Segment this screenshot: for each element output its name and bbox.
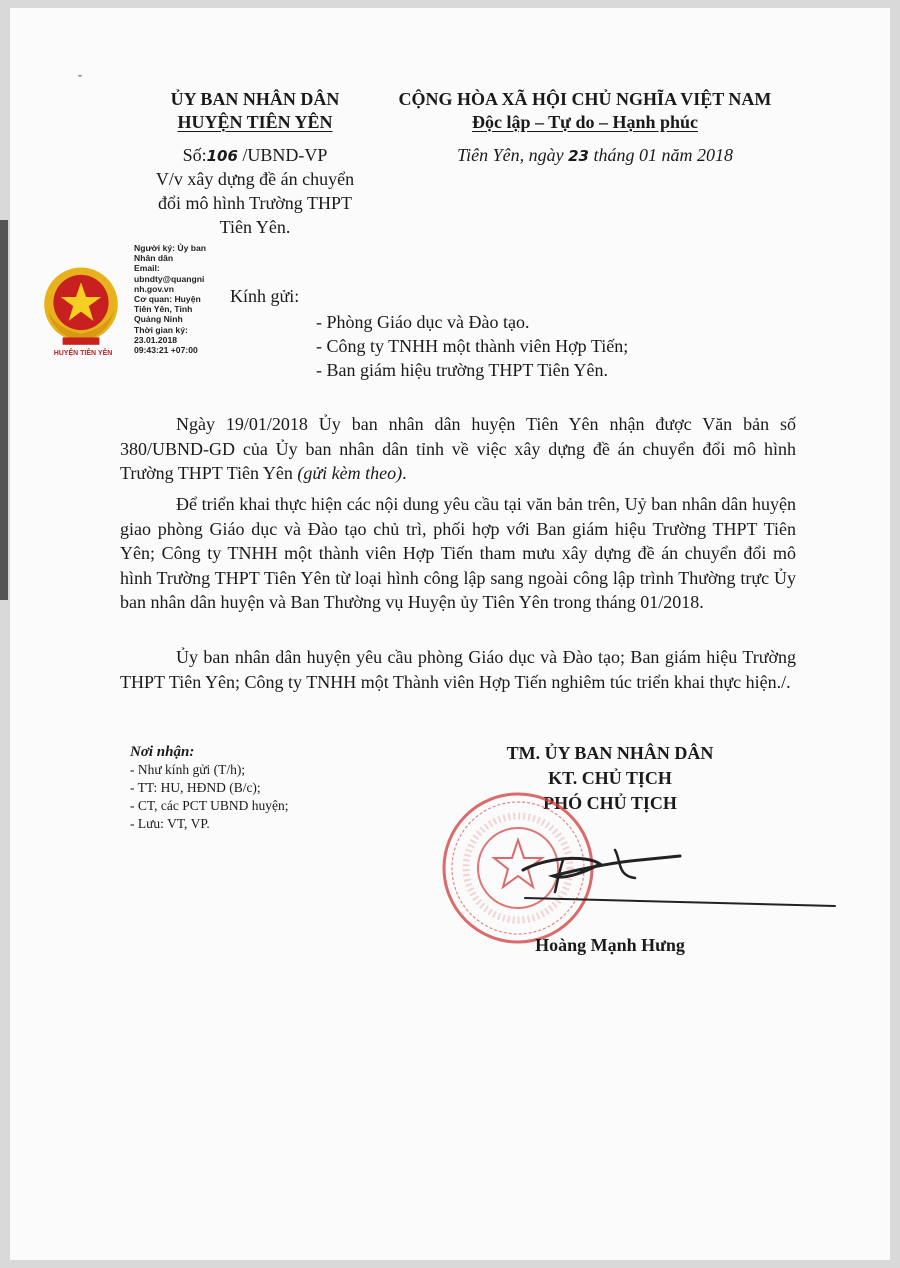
document-subject [120, 167, 390, 239]
sign-line-3: PHÓ CHỦ TỊCH [543, 793, 677, 813]
photo-edge-shadow [0, 220, 8, 600]
dsig-line: Cơ quan: Huyện [134, 294, 201, 305]
doc-number-prefix: Số: [182, 145, 207, 165]
doc-number-handwritten: 106 [206, 147, 238, 165]
dsig-line: Quảng Ninh [134, 314, 183, 325]
kinh-gui-label: Kính gửi: [230, 286, 300, 306]
subject-line-2: đổi mô hình Trường THPT [158, 193, 352, 213]
dsig-line: ubndty@quangni [134, 273, 205, 284]
agency-line-1: ỦY BAN NHÂN DÂN [170, 89, 340, 109]
distribution-title: Nơi nhận: [130, 744, 195, 760]
distribution-list [130, 743, 288, 833]
issue-date [405, 143, 785, 168]
sign-line-2: KT. CHỦ TỊCH [548, 768, 672, 788]
date-day-handwritten: 23 [568, 147, 589, 165]
dsig-line: 09:43:21 +07:00 [134, 345, 198, 356]
document-number [120, 143, 390, 168]
distribution-item: - Như kính gửi (T/h); [130, 762, 246, 777]
recipient-item: - Ban giám hiệu trường THPT Tiên Yên. [316, 360, 608, 380]
subject-line-1: V/v xây dựng đề án chuyển [155, 169, 355, 189]
national-motto [385, 88, 785, 134]
country-name: CỘNG HÒA XÃ HỘI CHỦ NGHĨA VIỆT NAM [398, 89, 772, 109]
body-paragraph-1 [120, 412, 796, 486]
handwritten-signature [505, 840, 855, 920]
emblem-label: HUYỆN TIÊN YÊN [53, 350, 113, 357]
p1-italic: (gửi kèm theo) [297, 463, 403, 483]
recipient-item: - Phòng Giáo dục và Đào tạo. [316, 312, 530, 332]
body-paragraph-2: Để triển khai thực hiện các nội dung yêu cầu tại văn bản trên, Uỷ ban nhân dân huyện giao phòng Giáo dục và Đào tạo chủ trì, phối hợp với Ban giám hiệu Trường THPT Tiên Yên; Công ty TNHH một thành viên Hợp Tiến tham mưu xây dựng đề án chuyển đổi mô hình Trường THPT Tiên Yên từ loại hình công lập sang ngoài công lập trình Thường trực Ủy ban nhân dân huyện và Ban Thường vụ Huyện ủy Tiên Yên trong tháng 01/2018. [120, 494, 796, 612]
signer-name: Hoàng Mạnh Hưng [535, 935, 685, 955]
sign-line-1: TM. ỦY BAN NHÂN DÂN [506, 743, 714, 763]
dsig-line: Nhân dân [134, 253, 174, 264]
doc-number-suffix: /UBND-VP [237, 145, 328, 165]
recipient-list [316, 310, 628, 382]
dsig-line: Thời gian ký: [134, 324, 188, 335]
p1-end: . [402, 463, 407, 483]
speck-mark: ˇ [78, 72, 82, 86]
subject-line-3: Tiên Yên. [219, 217, 291, 237]
dsig-line: nh.gov.vn [134, 283, 174, 294]
distribution-item: - CT, các PCT UBND huyện; [130, 798, 289, 813]
date-prefix: Tiên Yên, ngày [457, 145, 569, 165]
dsig-line: Người ký: Ủy ban [134, 243, 207, 253]
motto-line: Độc lập – Tự do – Hạnh phúc [471, 112, 699, 132]
dsig-line: Email: [134, 263, 160, 274]
dsig-line: Tiên Yên, Tỉnh [134, 304, 193, 315]
digital-signature-info [134, 243, 244, 355]
distribution-item: - Lưu: VT, VP. [130, 816, 210, 831]
agency-line-2: HUYỆN TIÊN YÊN [177, 112, 333, 132]
recipient-item: - Công ty TNHH một thành viên Hợp Tiến; [316, 336, 629, 356]
date-suffix: tháng 01 năm 2018 [588, 145, 733, 165]
p1-text: Ngày 19/01/2018 Ủy ban nhân dân huyện Tiên Yên nhận được Văn bản số 380/UBND-GD của Ủy ban nhân dân tỉnh về việc xây dựng đề án chuyển đổi mô hình Trường THPT Tiên Yên [120, 414, 796, 483]
dsig-line: 23.01.2018 [134, 334, 178, 345]
distribution-item: - TT: HU, HĐND (B/c); [130, 780, 261, 795]
issuing-agency [120, 88, 390, 134]
national-emblem-icon [35, 262, 127, 354]
body-paragraph-3: Ủy ban nhân dân huyện yêu cầu phòng Giáo dục và Đào tạo; Ban giám hiệu Trường THPT Tiên Yên; Công ty TNHH một Thành viên Hợp Tiến nghiêm túc triển khai thực hiện./. [120, 647, 796, 692]
